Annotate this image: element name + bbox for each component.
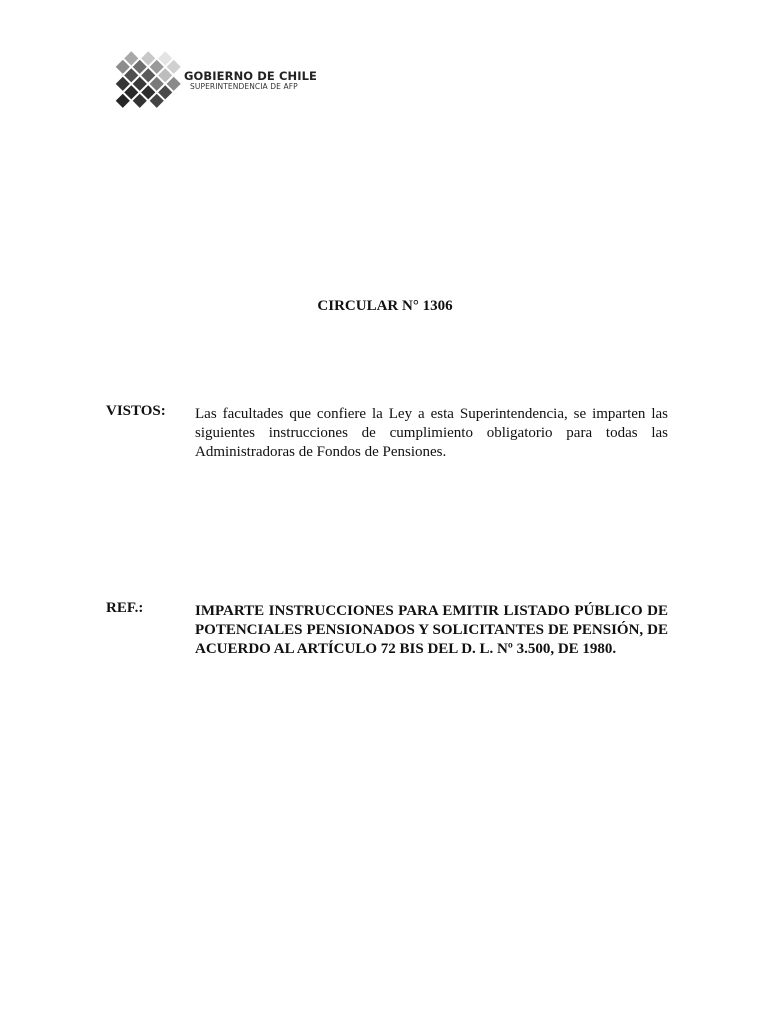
ref-label: REF.: [106, 600, 144, 616]
document-title: CIRCULAR N° 1306 [317, 298, 453, 314]
vistos-text: Las facultades que confiere la Ley a esta Superintendencia, se imparten las siguientes instrucciones de cumplimiento obligatorio para todas las Administradoras de Fondos de Pensiones. [195, 406, 668, 460]
vistos-label: VISTOS: [106, 403, 166, 419]
logo-title: GOBIERNO DE CHILE [184, 69, 318, 83]
logo-subtitle: SUPERINTENDENCIA DE AFP [190, 82, 298, 91]
government-mosaic-logo-icon [104, 44, 184, 118]
header-logo [104, 44, 344, 118]
ref-text: IMPARTE INSTRUCCIONES PARA EMITIR LISTADO PÚBLICO DE POTENCIALES PENSIONADOS Y SOLICITANTES DE PENSIÓN, DE ACUERDO AL ARTÍCULO 72 BIS DEL D. L. Nº 3.500, DE 1980. [195, 603, 668, 657]
